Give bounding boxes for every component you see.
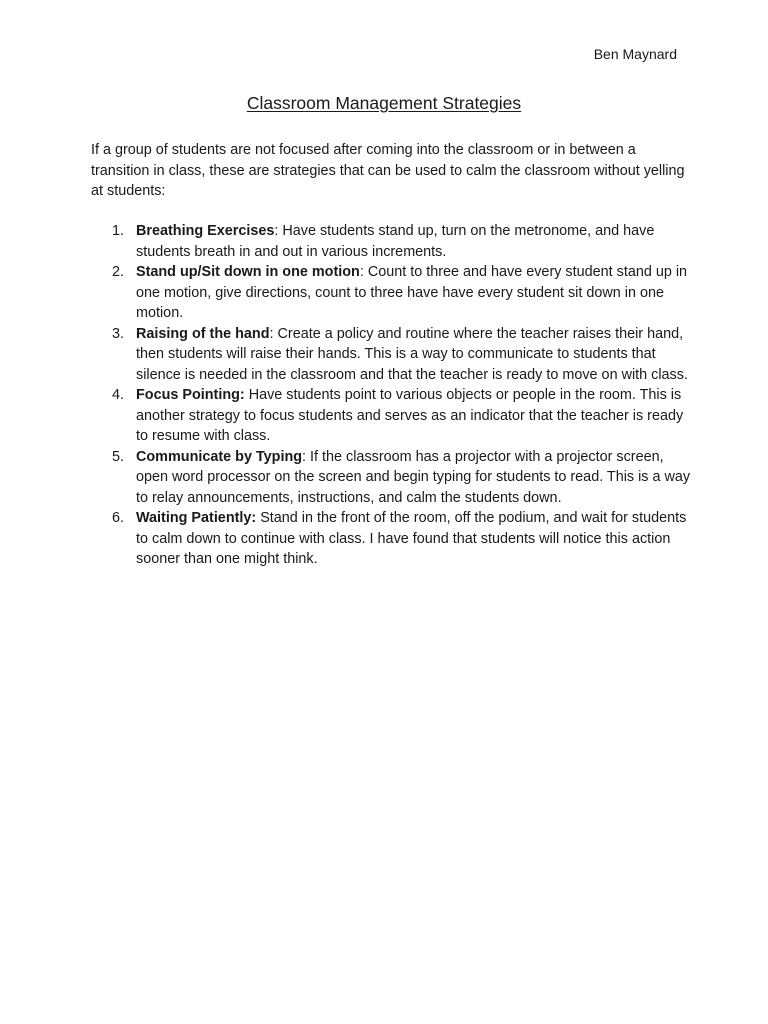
strategy-number: 6.: [112, 510, 125, 526]
strategy-item: [91, 262, 691, 324]
strategy-description: Count to three and have every student stand up in one motion, give directions, count to three have have every student sit down in one motion.: [136, 264, 688, 321]
strategy-item: [91, 385, 691, 447]
strategy-description: If the classroom has a projector with a projector screen, open word processor on the screen and begin typing for students to read. This is a way to relay announcements, instructions, and calm the students down.: [136, 448, 691, 506]
strategy-term: Communicate by Typing: [136, 448, 303, 465]
strategy-number: 1.: [112, 223, 125, 239]
strategy-number: 3.: [112, 325, 125, 342]
strategy-term: Stand up/Sit down in one motion: [136, 264, 360, 280]
strategy-item: [91, 447, 691, 509]
strategy-term: Raising of the hand: [136, 325, 270, 342]
strategy-description: Stand in the front of the room, off the podium, and wait for students to calm down to continue with class. I have found that students will notice this action sooner than one might think.: [136, 510, 687, 567]
strategy-separator: :: [269, 325, 278, 342]
document-title: Classroom Management Strategies: [246, 93, 522, 113]
strategy-item: [91, 324, 691, 386]
strategy-description: Have students point to various objects or people in the room. This is another strategy to focus students and serves as an indicator that the teacher is ready to resume with class.: [136, 387, 684, 444]
strategy-description: Create a policy and routine where the teacher raises their hand, then students will raise their hands. This is a way to communicate to students that silence is needed in the classroom and that the teacher is ready to move on with class.: [136, 325, 688, 383]
strategies-list: [91, 221, 691, 570]
strategy-term: Focus Pointing:: [136, 387, 245, 403]
intro-paragraph: If a group of students are not focused after coming into the classroom or in between a transition in class, these are strategies that can be used to calm the classroom without yelling at students:: [91, 142, 685, 199]
strategy-number: 5.: [112, 448, 125, 465]
strategy-item: [91, 508, 691, 570]
strategy-number: 2.: [112, 264, 125, 280]
strategy-item: [91, 221, 691, 262]
strategy-separator: :: [274, 223, 283, 239]
strategy-term: Breathing Exercises: [136, 223, 275, 239]
strategy-separator: :: [302, 448, 311, 465]
strategy-description: Have students stand up, turn on the metronome, and have students breath in and out in various increments.: [136, 223, 655, 260]
strategy-separator: :: [359, 264, 368, 280]
strategy-term: Waiting Patiently:: [136, 510, 257, 526]
strategy-number: 4.: [112, 387, 125, 403]
author-name: Ben Maynard: [593, 46, 677, 62]
